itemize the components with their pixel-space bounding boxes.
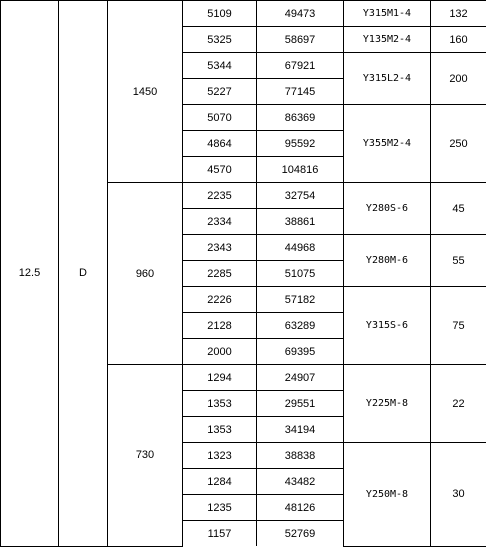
speed-cell: 730 <box>108 365 183 547</box>
value-b-cell: 29551 <box>257 391 344 417</box>
value-a-cell: 1353 <box>183 391 257 417</box>
value-b-cell: 67921 <box>257 53 344 79</box>
motor-power-cell: 30 <box>431 443 486 547</box>
motor-power-cell: 45 <box>431 183 486 235</box>
motor-model-cell: Y280M-6 <box>344 235 431 287</box>
motor-model-cell: Y315L2-4 <box>344 53 431 105</box>
value-a-cell: 1157 <box>183 521 257 547</box>
speed-cell: 960 <box>108 183 183 365</box>
motor-power-cell: 200 <box>431 53 486 105</box>
value-a-cell: 1353 <box>183 417 257 443</box>
value-a-cell: 2000 <box>183 339 257 365</box>
value-a-cell: 5070 <box>183 105 257 131</box>
motor-model-cell: Y315S-6 <box>344 287 431 365</box>
value-b-cell: 58697 <box>257 27 344 53</box>
motor-model-cell: Y355M2-4 <box>344 105 431 183</box>
value-a-cell: 1235 <box>183 495 257 521</box>
value-a-cell: 4864 <box>183 131 257 157</box>
value-b-cell: 51075 <box>257 261 344 287</box>
value-a-cell: 1284 <box>183 469 257 495</box>
value-a-cell: 5109 <box>183 1 257 27</box>
value-a-cell: 2226 <box>183 287 257 313</box>
motor-model-cell: Y315M1-4 <box>344 1 431 27</box>
value-a-cell: 5227 <box>183 79 257 105</box>
value-a-cell: 2235 <box>183 183 257 209</box>
value-a-cell: 5325 <box>183 27 257 53</box>
motor-model-cell: Y225M-8 <box>344 365 431 443</box>
motor-power-cell: 250 <box>431 105 486 183</box>
value-b-cell: 32754 <box>257 183 344 209</box>
value-a-cell: 2128 <box>183 313 257 339</box>
value-a-cell: 1323 <box>183 443 257 469</box>
value-b-cell: 69395 <box>257 339 344 365</box>
value-b-cell: 48126 <box>257 495 344 521</box>
value-b-cell: 49473 <box>257 1 344 27</box>
col2-cell: D <box>59 1 108 547</box>
value-b-cell: 38861 <box>257 209 344 235</box>
value-a-cell: 1294 <box>183 365 257 391</box>
value-b-cell: 52769 <box>257 521 344 547</box>
table-row <box>1 1 486 27</box>
value-b-cell: 24907 <box>257 365 344 391</box>
motor-power-cell: 22 <box>431 365 486 443</box>
motor-power-cell: 75 <box>431 287 486 365</box>
value-a-cell: 4570 <box>183 157 257 183</box>
value-b-cell: 77145 <box>257 79 344 105</box>
col1-cell: 12.5 <box>1 1 59 547</box>
value-b-cell: 43482 <box>257 469 344 495</box>
motor-model-cell: Y135M2-4 <box>344 27 431 53</box>
motor-power-cell: 55 <box>431 235 486 287</box>
value-b-cell: 44968 <box>257 235 344 261</box>
value-a-cell: 5344 <box>183 53 257 79</box>
value-b-cell: 95592 <box>257 131 344 157</box>
value-a-cell: 2334 <box>183 209 257 235</box>
value-b-cell: 34194 <box>257 417 344 443</box>
speed-cell: 1450 <box>108 1 183 183</box>
value-a-cell: 2285 <box>183 261 257 287</box>
value-b-cell: 57182 <box>257 287 344 313</box>
value-b-cell: 63289 <box>257 313 344 339</box>
motor-power-cell: 160 <box>431 27 486 53</box>
motor-model-cell: Y250M-8 <box>344 443 431 547</box>
value-b-cell: 38838 <box>257 443 344 469</box>
value-b-cell: 104816 <box>257 157 344 183</box>
motor-power-cell: 132 <box>431 1 486 27</box>
motor-model-cell: Y280S-6 <box>344 183 431 235</box>
value-a-cell: 2343 <box>183 235 257 261</box>
value-b-cell: 86369 <box>257 105 344 131</box>
